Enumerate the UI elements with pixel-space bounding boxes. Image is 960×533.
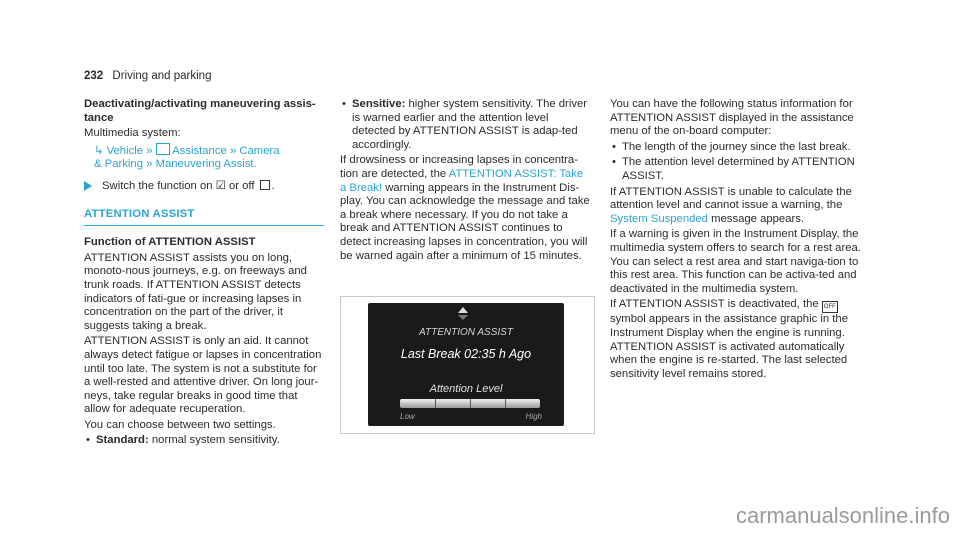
bullet-label: Standard: — [96, 434, 149, 447]
attention-level-label: Attention Level — [429, 383, 503, 395]
bullet-text: higher system sensitivity. The driver is warned earlier and the attention level detected by ATTENTION ASSIST is adap-ted accordingly. — [352, 98, 588, 151]
paragraph: If a warning is given in the Instrument Display, the multimedia system offers to search for a rest area. You can select a rest area and start naviga-tion to this rest area. This function can be activa-ted and deactivated in the multimedia system. — [610, 228, 861, 295]
chevron-icon: » — [146, 144, 153, 157]
watermark: carmanualsonline.info — [735, 503, 950, 528]
checkbox-checked-icon: ☑ — [215, 179, 226, 192]
paragraph: ATTENTION ASSIST is only an aid. It cannot always detect fatigue or lapses in concentration until too late. The system is not a substitute for a well-rested and attentive driver. On long jour-neys, take regular breaks in good time that allow for adequate recuperation. — [84, 335, 322, 416]
text: message appears. — [711, 212, 805, 225]
menu-path — [84, 143, 324, 172]
paragraph: You can choose between two settings. — [84, 418, 276, 431]
action-text: Switch the function on — [102, 179, 213, 192]
function-heading: Function of ATTENTION ASSIST — [84, 236, 256, 249]
text: symbol appears in the assistance graphic in the Instrument Display when the engine is running. ATTENTION ASSIST is activated automatically when the engine is re-started. The last selected sensitivity level remains stored. — [610, 313, 848, 380]
bullet-item: • The attention level determined by ATTENTION ASSIST. — [610, 156, 865, 183]
path-camera: Camera — [239, 144, 280, 157]
page-header — [84, 70, 211, 82]
down-arrow-icon — [458, 315, 468, 320]
last-break-text: Last Break 02:35 h Ago — [400, 347, 532, 361]
heading-maneuvering: Deactivating/activating maneuvering assis-tance — [84, 98, 316, 124]
bullet-sensitive — [340, 98, 590, 152]
paragraph — [340, 154, 590, 263]
low-label: Low — [400, 412, 415, 421]
bullet-text: normal system sensitivity. — [151, 434, 280, 447]
path-assistance: Assistance — [172, 144, 227, 157]
column-3 — [610, 98, 865, 383]
text: warning appears in the Instrument Dis-play. You can acknowledge the message and take a break where necessary. If you do not take a break and ATTENTION ASSIST continues to detect increasing lapses in concentration, you will be warned again after a minimum of 15 minutes. — [340, 181, 590, 262]
bullet-item: • The length of the journey since the last break. — [610, 141, 865, 155]
figure-frame — [340, 296, 595, 434]
chevron-icon: » — [229, 144, 237, 157]
action-or: or off — [228, 179, 255, 192]
action-triangle-icon — [84, 181, 92, 191]
bullet-label: Sensitive: — [352, 98, 406, 110]
display-message: System Suspended — [610, 212, 708, 225]
text: If drowsiness or increasing lapses in concentra-tion are detected, the — [340, 154, 578, 180]
column-1 — [84, 98, 324, 450]
attention-assist-screen — [368, 303, 564, 426]
section-heading: ATTENTION ASSIST — [84, 208, 324, 227]
bar-tick — [505, 399, 506, 408]
text: If ATTENTION ASSIST is unable to calculate the attention level and cannot issue a warning, the — [610, 185, 852, 212]
high-label: High — [525, 412, 542, 421]
bar-tick — [435, 399, 436, 408]
action-step: Switch the function on ☑ or off . — [84, 180, 324, 194]
car-icon — [156, 143, 170, 155]
bar-tick — [470, 399, 471, 408]
column-2 — [340, 98, 590, 265]
up-arrow-icon — [458, 307, 468, 313]
system-label: Multimedia system: — [84, 127, 181, 140]
path-maneuvering: Maneuvering Assist. — [155, 158, 257, 171]
section-title: Driving and parking — [112, 70, 212, 82]
bullet-standard — [84, 434, 324, 448]
attention-off-icon: OFF — [822, 301, 838, 313]
path-parking: & Parking — [94, 158, 143, 171]
page-number: 232 — [84, 70, 104, 82]
screen-title: ATTENTION ASSIST — [419, 327, 513, 338]
return-arrow-icon: ↳ — [94, 144, 104, 157]
paragraph: You can have the following status information for ATTENTION ASSIST displayed in the assistance menu of the on-board computer: — [610, 98, 854, 138]
checkbox-empty-icon — [260, 180, 270, 190]
paragraph: ATTENTION ASSIST assists you on long, monoto-nous journeys, e.g. on freeways and trunk roads. If ATTENTION ASSIST detects indicators of fati-gue or increasing lapses in concentration on the part of the driver, it suggests taking a break. — [84, 251, 307, 332]
chevron-icon: » — [146, 158, 153, 171]
text: If ATTENTION ASSIST is deactivated, the — [610, 298, 819, 311]
paragraph — [610, 298, 865, 381]
path-vehicle: Vehicle — [106, 144, 144, 157]
paragraph — [610, 186, 865, 227]
display-message: ATTENTION ASSIST: Take a Break! — [340, 167, 584, 194]
